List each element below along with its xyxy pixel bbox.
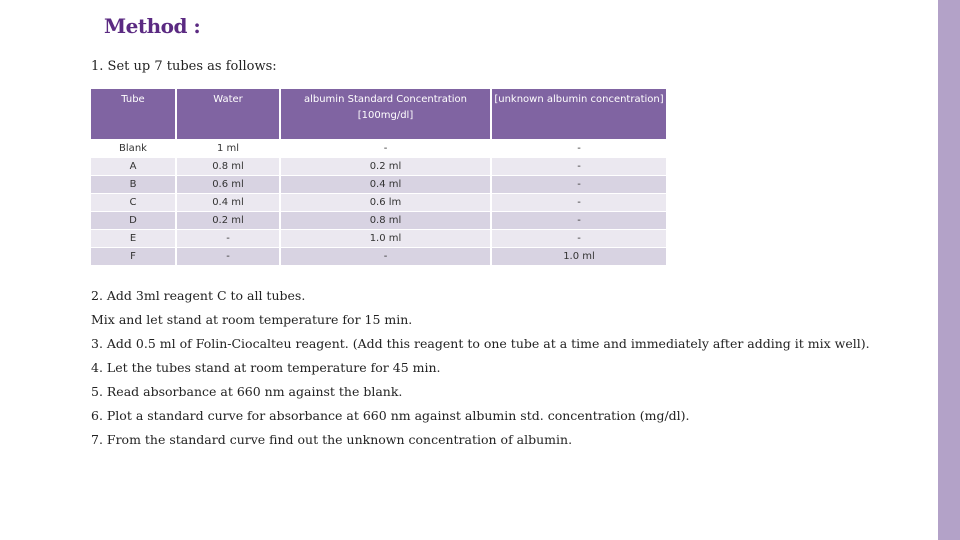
table-cell: 1 ml [177,140,279,157]
table-cell: 0.2 ml [177,212,279,229]
table-row [91,230,666,247]
table-cell: 0.6 ml [177,176,279,193]
table-cell: - [177,248,279,265]
table-cell: 0.2 ml [281,158,490,175]
table-cell: C [91,194,175,211]
decorative-side-bar [938,0,960,540]
table-cell: 0.4 ml [281,176,490,193]
header-standard: albumin Standard Concentration [100mg/dl] [281,89,490,139]
table-cell: - [281,140,490,157]
procedure-steps [91,286,870,454]
table-row [91,158,666,175]
table-cell: F [91,248,175,265]
table-cell: 0.4 ml [177,194,279,211]
tube-setup-table [89,88,668,266]
table-cell: 0.8 ml [177,158,279,175]
step-7: 7. From the standard curve find out the unknown concentration of albumin. [91,432,573,447]
table-cell: 1.0 ml [492,248,666,265]
table-cell: A [91,158,175,175]
slide-title: Method : [104,14,201,38]
header-water: Water [177,89,279,139]
header-unknown: [unknown albumin concentration] [492,89,666,139]
table-cell: D [91,212,175,229]
table-cell: E [91,230,175,247]
step-4: 4. Let the tubes stand at room temperature for 45 min. [91,360,441,375]
table-cell: - [492,140,666,157]
step-3: 3. Add 0.5 ml of Folin-Ciocalteu reagent. (Add this reagent to one tube at a time and immediately after adding it mix well). [91,336,870,351]
table-cell: Blank [91,140,175,157]
table-cell: 0.6 lm [281,194,490,211]
table-cell: 0.8 ml [281,212,490,229]
step-2: 2. Add 3ml reagent C to all tubes. [91,288,306,303]
table-row [91,212,666,229]
table-row [91,248,666,265]
table-cell: - [492,212,666,229]
header-tube: Tube [91,89,175,139]
table-cell: - [177,230,279,247]
table-cell: 1.0 ml [281,230,490,247]
table-cell: - [492,194,666,211]
table-row [91,140,666,157]
table-cell: - [281,248,490,265]
table-cell: - [492,176,666,193]
intro-step: 1. Set up 7 tubes as follows: [91,59,277,74]
step-2-continued: Mix and let stand at room temperature for 15 min. [91,312,413,327]
table-cell: - [492,230,666,247]
table-row [91,194,666,211]
table-header-row [91,89,666,139]
table-row [91,176,666,193]
step-5: 5. Read absorbance at 660 nm against the blank. [91,384,403,399]
table-cell: - [492,158,666,175]
step-6: 6. Plot a standard curve for absorbance at 660 nm against albumin std. concentration (mg/dl). [91,408,690,423]
table-cell: B [91,176,175,193]
